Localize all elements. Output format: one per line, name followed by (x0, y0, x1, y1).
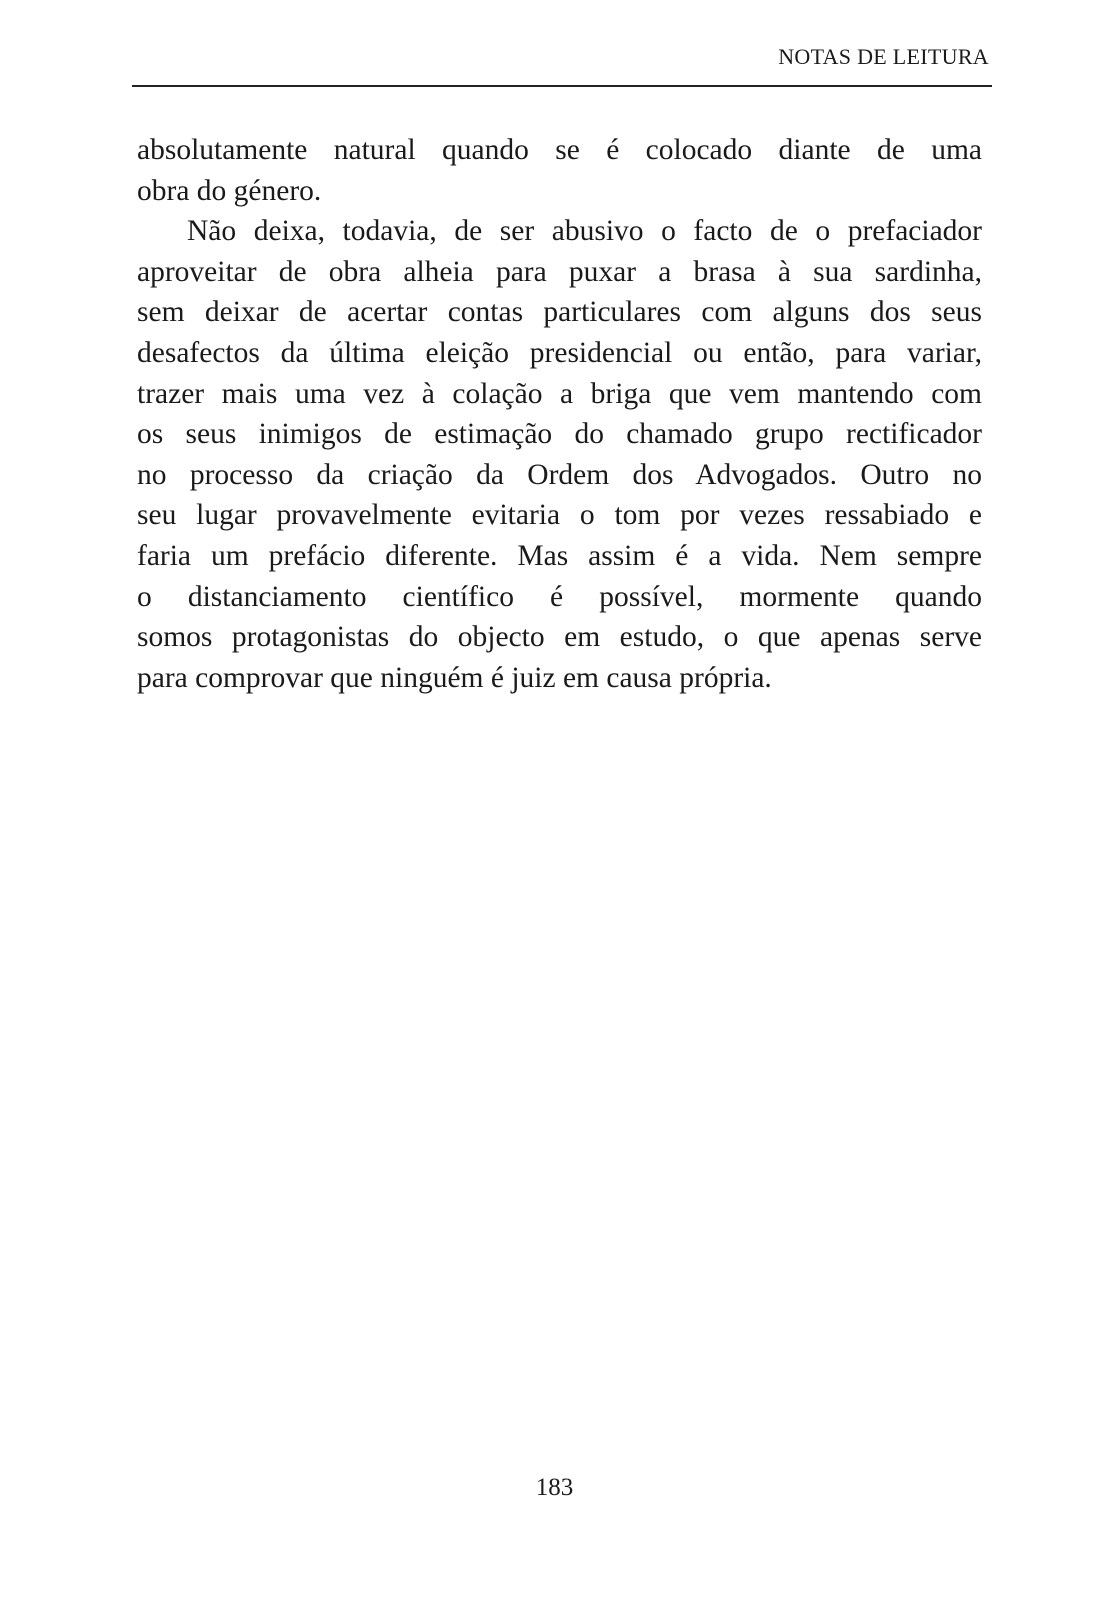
text-line: somos protagonistas do objecto em estudo, o que apenas serve (137, 621, 982, 654)
text-line: seu lugar provavelmente evitaria o tom por vezes ressabiado e (137, 499, 982, 532)
page-number: 183 (535, 1474, 574, 1501)
text-line: desafectos da última eleição presidencial ou então, para variar, (137, 336, 982, 369)
text-line: faria um prefácio diferente. Mas assim é a vida. Nem sempre (137, 539, 982, 572)
header-rule (132, 85, 992, 87)
text-line: trazer mais uma vez à colação a briga que vem mantendo com (137, 377, 982, 410)
text-line: no processo da criação da Ordem dos Advogados. Outro no (137, 458, 982, 491)
text-line: Não deixa, todavia, de ser abusivo o facto de o prefaciador (187, 215, 982, 248)
text-line: para comprovar que ninguém é juiz em causa própria. (137, 661, 772, 694)
text-line: o distanciamento científico é possível, mormente quando (137, 580, 982, 613)
text-line: sem deixar de acertar contas particulares com alguns dos seus (137, 296, 982, 329)
text-line: absolutamente natural quando se é colocado diante de uma (137, 134, 982, 166)
body-text (137, 130, 982, 698)
text-line: aproveitar de obra alheia para puxar a brasa à sua sardinha, (137, 255, 982, 288)
running-header: NOTAS DE LEITURA (778, 44, 989, 69)
text-line: obra do género. (137, 174, 322, 207)
text-line: os seus inimigos de estimação do chamado grupo rectificador (137, 418, 982, 451)
